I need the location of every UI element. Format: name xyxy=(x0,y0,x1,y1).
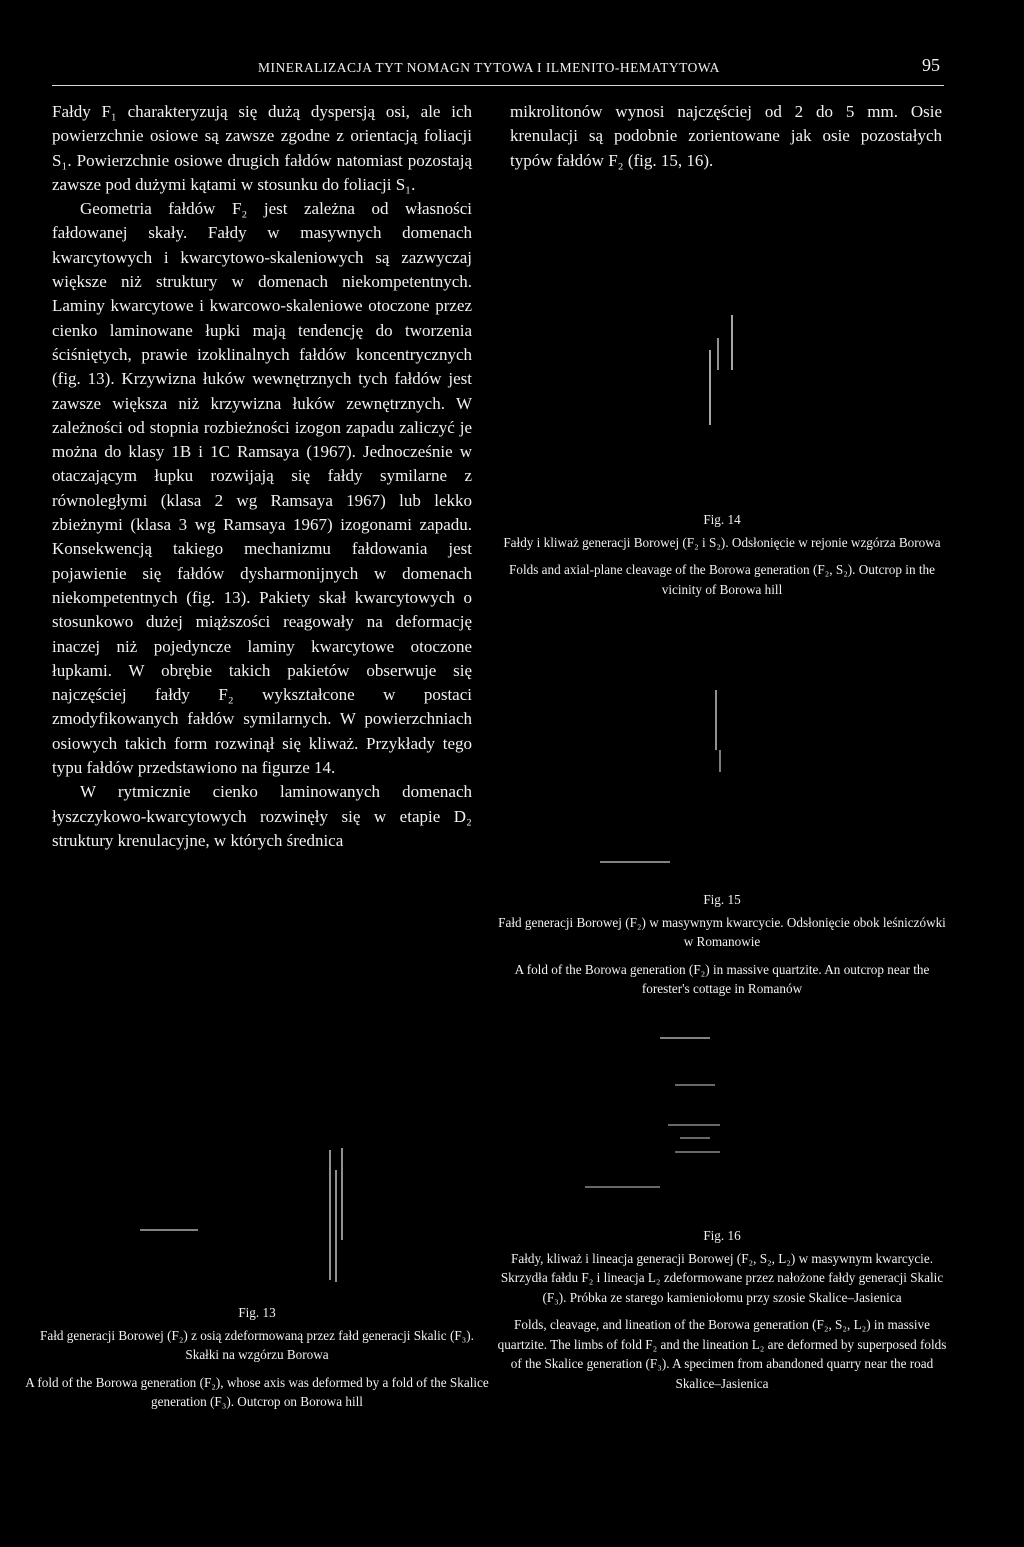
fig13-image xyxy=(130,1140,390,1290)
fig13-number: Fig. 13 xyxy=(238,1305,276,1320)
right-text-column xyxy=(510,100,942,173)
fig15-caption-english: A fold of the Borowa generation (F₂) in massive quartzite. An outcrop near the forester's cottage in Romanów xyxy=(514,961,930,996)
fig14-caption-polish: Fałdy i kliważ generacji Borowej (F₂ i S₂). Odsłonięcie w rejonie wzgórza Borowa xyxy=(503,534,941,550)
fig15-caption xyxy=(492,890,952,999)
running-title: MINERALIZACJA TYT NOMAGN TYTOWA I ILMENITO-HEMATYTOWA xyxy=(258,60,720,75)
fig15-caption-polish: Fałd generacji Borowej (F₂) w masywnym kwarcycie. Odsłonięcie obok leśniczówki w Romanowie xyxy=(498,914,946,949)
page-number: 95 xyxy=(922,55,940,75)
paragraph-continuation: mikrolitonów wynosi najczęściej od 2 do 5 mm. Osie krenulacji są podobnie zorientowane jak osie pozostałych typów fałdów F₂ (fig. 15, 16). xyxy=(510,102,942,170)
fig15-number: Fig. 15 xyxy=(703,892,741,907)
fig14-image xyxy=(690,300,810,500)
fig14-caption xyxy=(492,510,952,599)
fig14-caption-english: Folds and axial-plane cleavage of the Borowa generation (F₂, S₂). Outcrop in the vicinity of Borowa hill xyxy=(509,562,935,597)
fig14-number: Fig. 14 xyxy=(703,512,741,527)
fig13-caption-english: A fold of the Borowa generation (F₂), whose axis was deformed by a fold of the Skalice generation (F₃). Outcrop on Borowa hill xyxy=(25,1374,489,1409)
fig16-number: Fig. 16 xyxy=(703,1228,741,1243)
fig16-caption xyxy=(492,1226,952,1393)
header-rule xyxy=(52,85,944,86)
paragraph-3: W rytmicznie cienko laminowanych domenach łyszczykowo-kwarcytowych rozwinęły się w etapie D₂ struktury krenulacyjne, w których średnica xyxy=(52,782,472,850)
left-text-column xyxy=(52,100,472,853)
fig15-image xyxy=(600,680,780,870)
fig16-image xyxy=(580,1030,740,1200)
fig13-caption xyxy=(22,1303,492,1412)
paragraph-1: Fałdy F₁ charakteryzują się dużą dyspersją osi, ale ich powierzchnie osiowe są zawsze zgodne z orientacją foliacji S₁. Powierzchnie osiowe drugich fałdów natomiast pozostają zawsze pod dużymi kątami w stosunku do foliacji S₁. xyxy=(52,102,472,194)
fig16-caption-english: Folds, cleavage, and lineation of the Borowa generation (F₂, S₂, L₂) in massive quartzite. The limbs of fold F₂ and the lineation L₂ are deformed by superposed folds of the Skalice generation (F₃). A specimen from abandoned quarry near the road Skalice–Jasienica xyxy=(497,1317,947,1391)
fig13-caption-polish: Fałd generacji Borowej (F₂) z osią zdeformowaną przez fałd generacji Skalic (F₃). Skałki na wzgórzu Borowa xyxy=(40,1327,474,1362)
paragraph-2: Geometria fałdów F₂ jest zależna od własności fałdowanej skały. Fałdy w masywnych domenach kwarcytowych i kwarcytowo-skaleniowych są zazwyczaj większe niż struktury w domenach niekompetentnych. Laminy kwarcytowe i kwarcowo-skaleniowe otoczone przez cienko laminowane łupki mają tendencję do tworzenia ściśniętych, prawie izoklinalnych fałdów koncentrycznych (fig. 13). Krzywizna łuków wewnętrznych tych fałdów jest zawsze większa niż krzywizna łuków zewnętrznych. W zależności od stopnia rozbieżności izogon zapadu zaliczyć je można do klasy 1B i 1C Ramsaya (1967). Jednocześnie w otaczającym łupku rozwijają się fałdy symilarne z równoległymi (klasa 2 wg Ramsaya 1967) lub lekko zbieżnymi (klasa 3 wg Ramsaya 1967) izogonami zapadu. Konsekwencją takiego mechanizmu fałdowania jest pojawienie się fałdów dysharmonijnych w domenach niekompetentnych (fig. 13). Pakiety skał kwarcytowych o stosunkowo dużej miąższości reagowały na deformację inaczej niż pojedyncze laminy kwarcytowe otoczone łupkami. W obrębie takich pakietów obserwuje się najczęściej fałdy F₂ wykształcone w postaci zmodyfikowanych fałdów symilarnych. W powierzchniach osiowych takich form rozwinął się kliważ. Przykłady tego typu fałdów przedstawiono na figurze 14. xyxy=(52,199,472,778)
fig16-caption-polish: Fałdy, kliważ i lineacja generacji Borowej (F₂, S₂, L₂) w masywnym kwarcycie. Skrzydła fałdu F₂ i lineacja L₂ zdeformowane przez nałożone fałdy generacji Skalic (F₃). Próbka ze starego kamieniołomu przy szosie Skalice–Jasienica xyxy=(500,1250,944,1305)
